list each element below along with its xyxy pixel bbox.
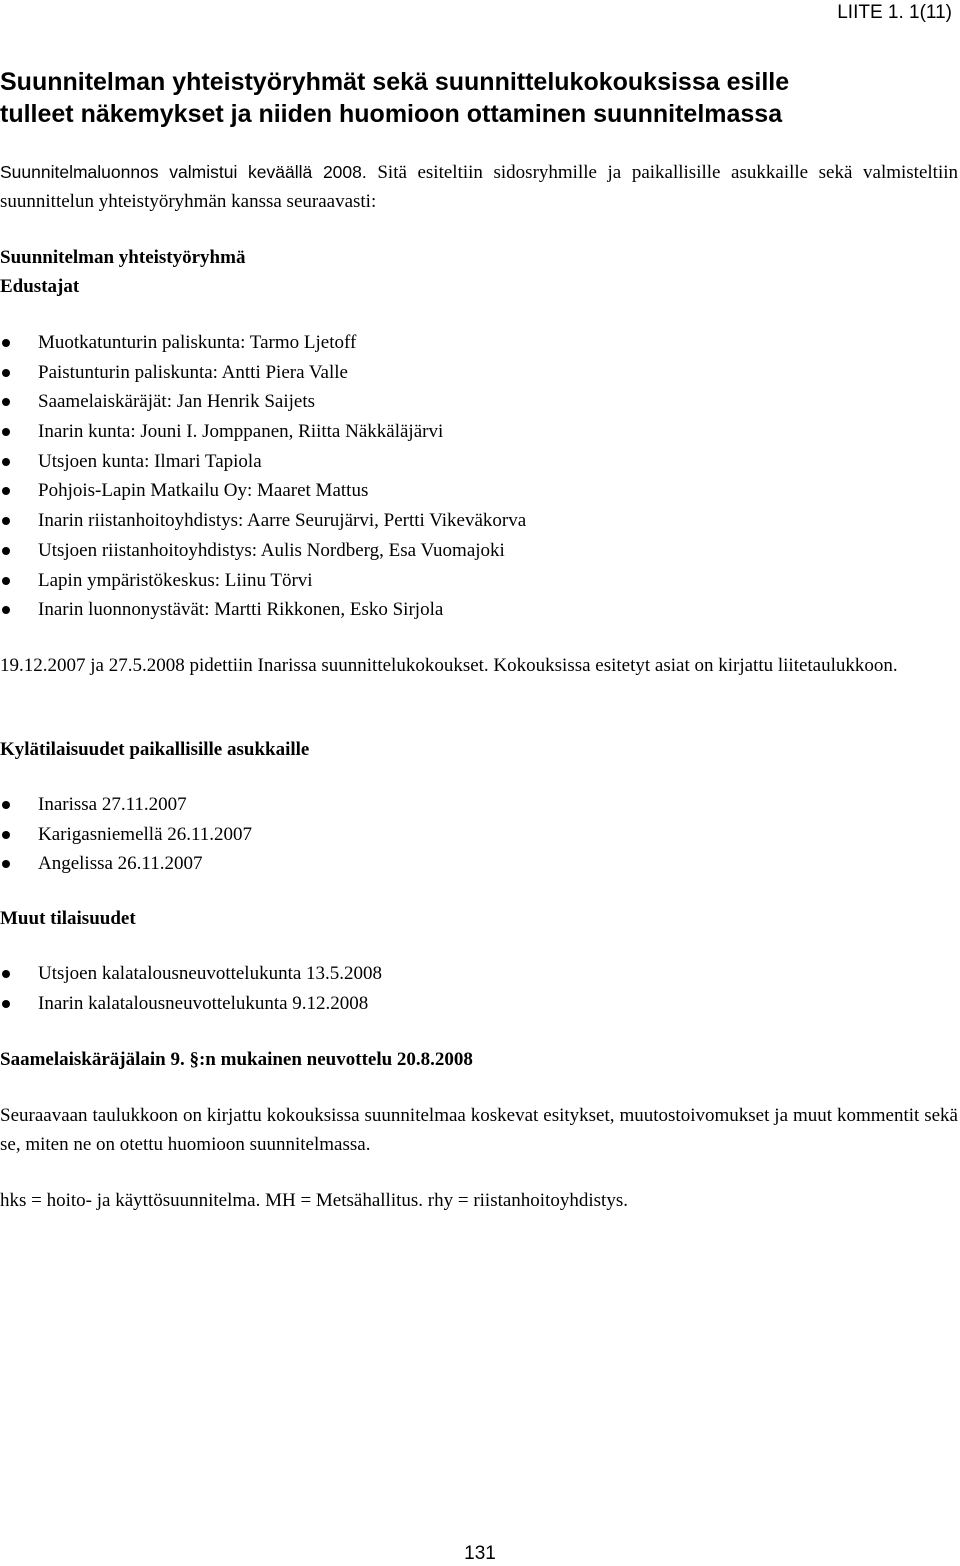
page-title-line-2: tulleet näkemykset ja niiden huomioon ottaminen suunnitelmassa <box>0 100 783 128</box>
village-event-item <box>0 849 252 879</box>
member-item <box>0 536 526 566</box>
member-item <box>0 506 526 536</box>
bullet-icon <box>2 606 10 614</box>
member-item <box>0 417 526 447</box>
village-event-item-text: Karigasniemellä 26.11.2007 <box>38 823 253 845</box>
other-event-item <box>0 959 382 989</box>
bullet-icon <box>2 428 10 436</box>
other-event-item-text: Inarin kalatalousneuvottelukunta 9.12.2008 <box>38 992 369 1014</box>
member-item-text: Utsjoen riistanhoitoyhdistys: Aulis Nordberg, Esa Vuomajoki <box>38 539 505 561</box>
member-item-text: Inarin luonnonystävät: Martti Rikkonen, Esko Sirjola <box>38 599 444 621</box>
bullet-icon <box>2 831 10 839</box>
member-item <box>0 387 526 417</box>
bullet-icon <box>2 970 10 978</box>
village-event-item <box>0 790 252 820</box>
other-events-list <box>0 959 382 1018</box>
member-item <box>0 358 526 388</box>
page-number: 131 <box>464 1543 496 1564</box>
member-item-text: Paistunturin paliskunta: Antti Piera Valle <box>38 361 348 383</box>
page-label: LIITE 1. 1(11) <box>837 2 952 23</box>
bullet-icon <box>2 339 10 347</box>
intro-rest: Sitä esiteltiin sidosryhmille ja paikallisille asukkaille sekä valmisteltiin suunnittelun yhteistyöryhmän kanssa seuraavasti: <box>0 162 959 212</box>
member-item-text: Utsjoen kunta: Ilmari Tapiola <box>38 450 262 472</box>
table-intro-paragraph: Seuraavaan taulukkoon on kirjattu kokouksissa suunnitelmaa koskevat esitykset, muutostoivomukset ja muut kommentit sekä se, miten ne on otettu huomioon suunnitelmassa. <box>0 1105 958 1155</box>
member-item <box>0 595 526 625</box>
village-event-item-text: Inarissa 27.11.2007 <box>38 794 187 815</box>
intro-lead: Suunnitelmaluonnos valmistui keväällä 2008. <box>0 162 367 182</box>
other-event-item-text: Utsjoen kalatalousneuvottelukunta 13.5.2008 <box>38 963 383 984</box>
member-item-text: Muotkatunturin paliskunta: Tarmo Ljetoff <box>38 332 357 353</box>
intro-paragraph <box>0 158 958 216</box>
group-members-list <box>0 328 526 625</box>
bullet-icon <box>2 487 10 495</box>
abbreviations-paragraph: hks = hoito- ja käyttösuunnitelma. MH = Metsähallitus. rhy = riistanhoitoyhdistys. <box>0 1190 628 1211</box>
village-events-list <box>0 790 252 879</box>
member-item <box>0 328 526 358</box>
meetings-paragraph: 19.12.2007 ja 27.5.2008 pidettiin Inarissa suunnittelukokoukset. Kokouksissa esitetyt asiat on kirjattu liitetaulukkoon. <box>0 655 898 676</box>
member-item-text: Lapin ympäristökeskus: Liinu Törvi <box>38 569 313 591</box>
member-item-text: Saamelaiskäräjät: Jan Henrik Saijets <box>38 391 315 413</box>
bullet-icon <box>2 398 10 406</box>
page-title <box>0 66 955 130</box>
group-subheading: Edustajat <box>0 276 80 297</box>
bullet-icon <box>2 369 10 377</box>
village-event-item <box>0 820 252 850</box>
member-item <box>0 476 526 506</box>
member-item-text: Inarin riistanhoitoyhdistys: Aarre Seurujärvi, Pertti Vikeväkorva <box>38 510 527 532</box>
bullet-icon <box>2 547 10 555</box>
bullet-icon <box>2 517 10 525</box>
group-heading: Suunnitelman yhteistyöryhmä <box>0 247 246 268</box>
village-event-item-text: Angelissa 26.11.2007 <box>38 853 203 875</box>
other-event-item <box>0 989 382 1019</box>
member-item <box>0 566 526 596</box>
member-item-text: Pohjois-Lapin Matkailu Oy: Maaret Mattus <box>38 480 369 502</box>
member-item <box>0 447 526 477</box>
page-title-line-1: Suunnitelman yhteistyöryhmät sekä suunnittelukokouksissa esille <box>0 68 790 96</box>
bullet-icon <box>2 1000 10 1008</box>
member-item-text: Inarin kunta: Jouni I. Jomppanen, Riitta Näkkäläjärvi <box>38 421 444 443</box>
other-events-heading: Muut tilaisuudet <box>0 908 136 929</box>
village-events-heading: Kylätilaisuudet paikallisille asukkaille <box>0 739 310 760</box>
bullet-icon <box>2 458 10 466</box>
bullet-icon <box>2 577 10 585</box>
bullet-icon <box>2 860 10 868</box>
bullet-icon <box>2 801 10 809</box>
negotiation-heading: Saamelaiskäräjälain 9. §:n mukainen neuvottelu 20.8.2008 <box>0 1049 473 1070</box>
